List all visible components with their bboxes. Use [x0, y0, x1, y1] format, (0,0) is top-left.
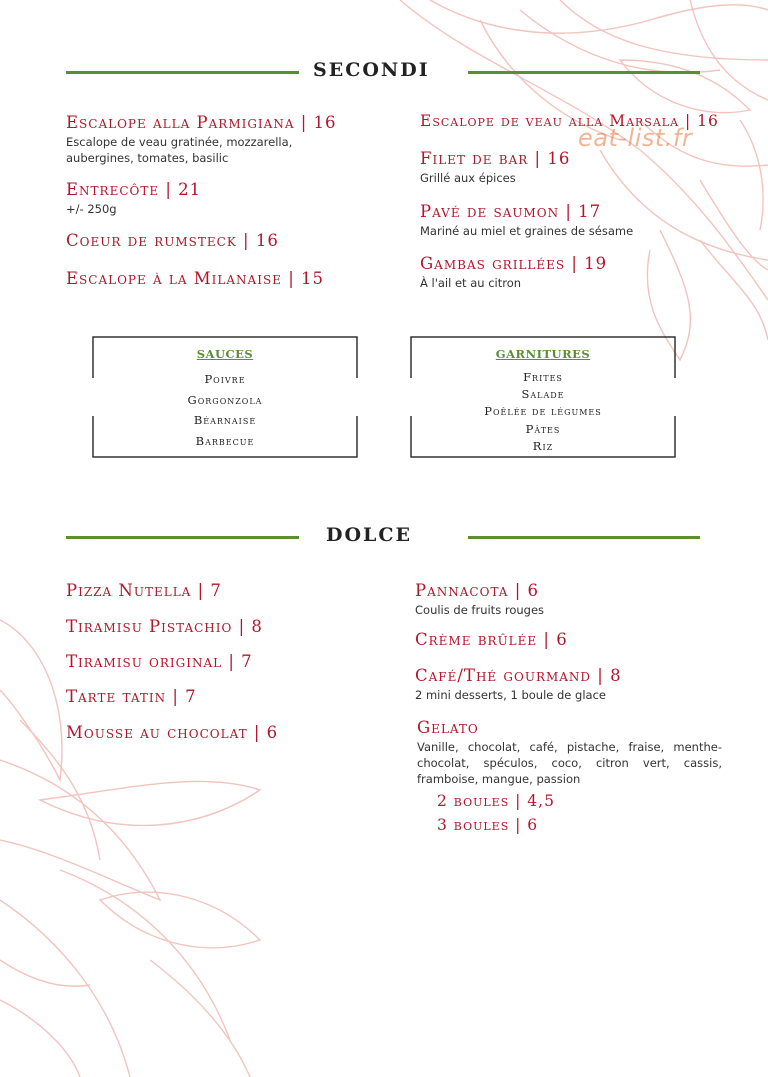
dish-description: À l'ail et au citron	[420, 275, 522, 290]
dish-name: Filet de bar | 16	[420, 149, 571, 168]
garniture-item: Riz	[532, 438, 554, 453]
dish-name: Tiramisu original | 7	[66, 652, 253, 671]
sauces-list	[92, 369, 358, 451]
menu-item	[66, 181, 356, 217]
menu-item	[415, 582, 725, 618]
dish-name: Coeur de rumsteck | 16	[66, 231, 279, 250]
dish-name: Gambas grillées | 19	[420, 254, 608, 273]
menu-item	[420, 203, 720, 239]
dish-description: +/- 250g	[66, 201, 117, 216]
menu-item	[66, 724, 278, 743]
secondi-rule-left	[66, 71, 299, 74]
dolce-title: DOLCE	[326, 524, 412, 546]
dish-name: Café/Thé gourmand | 8	[415, 666, 622, 685]
sauce-item: Poivre	[204, 372, 246, 386]
garnitures-box	[410, 336, 676, 458]
sauces-title: SAUCES	[196, 347, 254, 361]
menu-item	[415, 631, 725, 650]
menu-item	[66, 688, 197, 707]
menu-item	[420, 113, 760, 131]
dish-name: Mousse au chocolat | 6	[66, 723, 279, 742]
sauce-item: Béarnaise	[193, 413, 257, 427]
garniture-item: Pâtes	[525, 421, 561, 436]
sauce-item: Gorgonzola	[187, 392, 263, 407]
menu-item	[420, 150, 720, 186]
garniture-item: Poêlée de légumes	[484, 404, 602, 419]
sauces-box	[92, 336, 358, 458]
garnitures-title: GARNITURES	[495, 347, 591, 361]
garnitures-list	[410, 369, 676, 455]
dish-name: Crème brûlée | 6	[415, 630, 568, 649]
watermark-text: eat-list.fr	[578, 124, 693, 152]
dish-name: Tarte tatin | 7	[66, 687, 197, 706]
menu-item	[66, 653, 253, 672]
dish-name: Tiramisu Pistachio | 8	[66, 617, 263, 636]
menu-item	[66, 114, 356, 166]
dish-description: 2 mini desserts, 1 boule de glace	[415, 687, 606, 702]
dish-name: Pannacota | 6	[415, 581, 540, 600]
dish-name: Pizza Nutella | 7	[66, 581, 222, 600]
menu-item-gelato	[417, 719, 727, 837]
dish-name: Escalope à la Milanaise | 15	[66, 269, 324, 288]
dish-description: Mariné au miel et graines de sésame	[420, 223, 634, 238]
dish-name: Escalope alla Parmigiana | 16	[66, 113, 337, 132]
gelato-option: 3 boules | 6	[437, 815, 539, 834]
garniture-item: Salade	[521, 387, 565, 402]
dish-description: Grillé aux épices	[420, 170, 516, 185]
dish-description: Escalope de veau gratinée, mozzarella, aubergines, tomates, basilic	[66, 134, 293, 166]
menu-item	[420, 255, 720, 291]
dish-name: Escalope de veau alla Marsala | 16	[420, 112, 719, 130]
dolce-rule-left	[66, 536, 299, 539]
dolce-rule-right	[468, 536, 700, 539]
gelato-options	[437, 790, 727, 837]
menu-item	[415, 667, 725, 703]
menu-item	[66, 618, 263, 637]
dish-description: Coulis de fruits rouges	[415, 602, 545, 617]
menu-item	[66, 270, 366, 289]
gelato-option: 2 boules | 4,5	[437, 792, 555, 811]
secondi-title: SECONDI	[313, 59, 430, 81]
gelato-flavours: Vanille, chocolat, café, pistache, fraise, menthe-chocolat, spéculos, coco, citron vert, cassis, framboise, mangue, passion	[417, 739, 722, 787]
menu-item	[66, 232, 356, 251]
menu-item	[66, 582, 222, 601]
dish-name: Pavé de saumon | 17	[420, 202, 602, 221]
dish-name: Entrecôte | 21	[66, 180, 202, 199]
secondi-rule-right	[468, 71, 700, 74]
dish-name: Gelato	[417, 718, 479, 737]
garniture-item: Frites	[523, 370, 563, 384]
sauce-item: Barbecue	[195, 433, 255, 448]
